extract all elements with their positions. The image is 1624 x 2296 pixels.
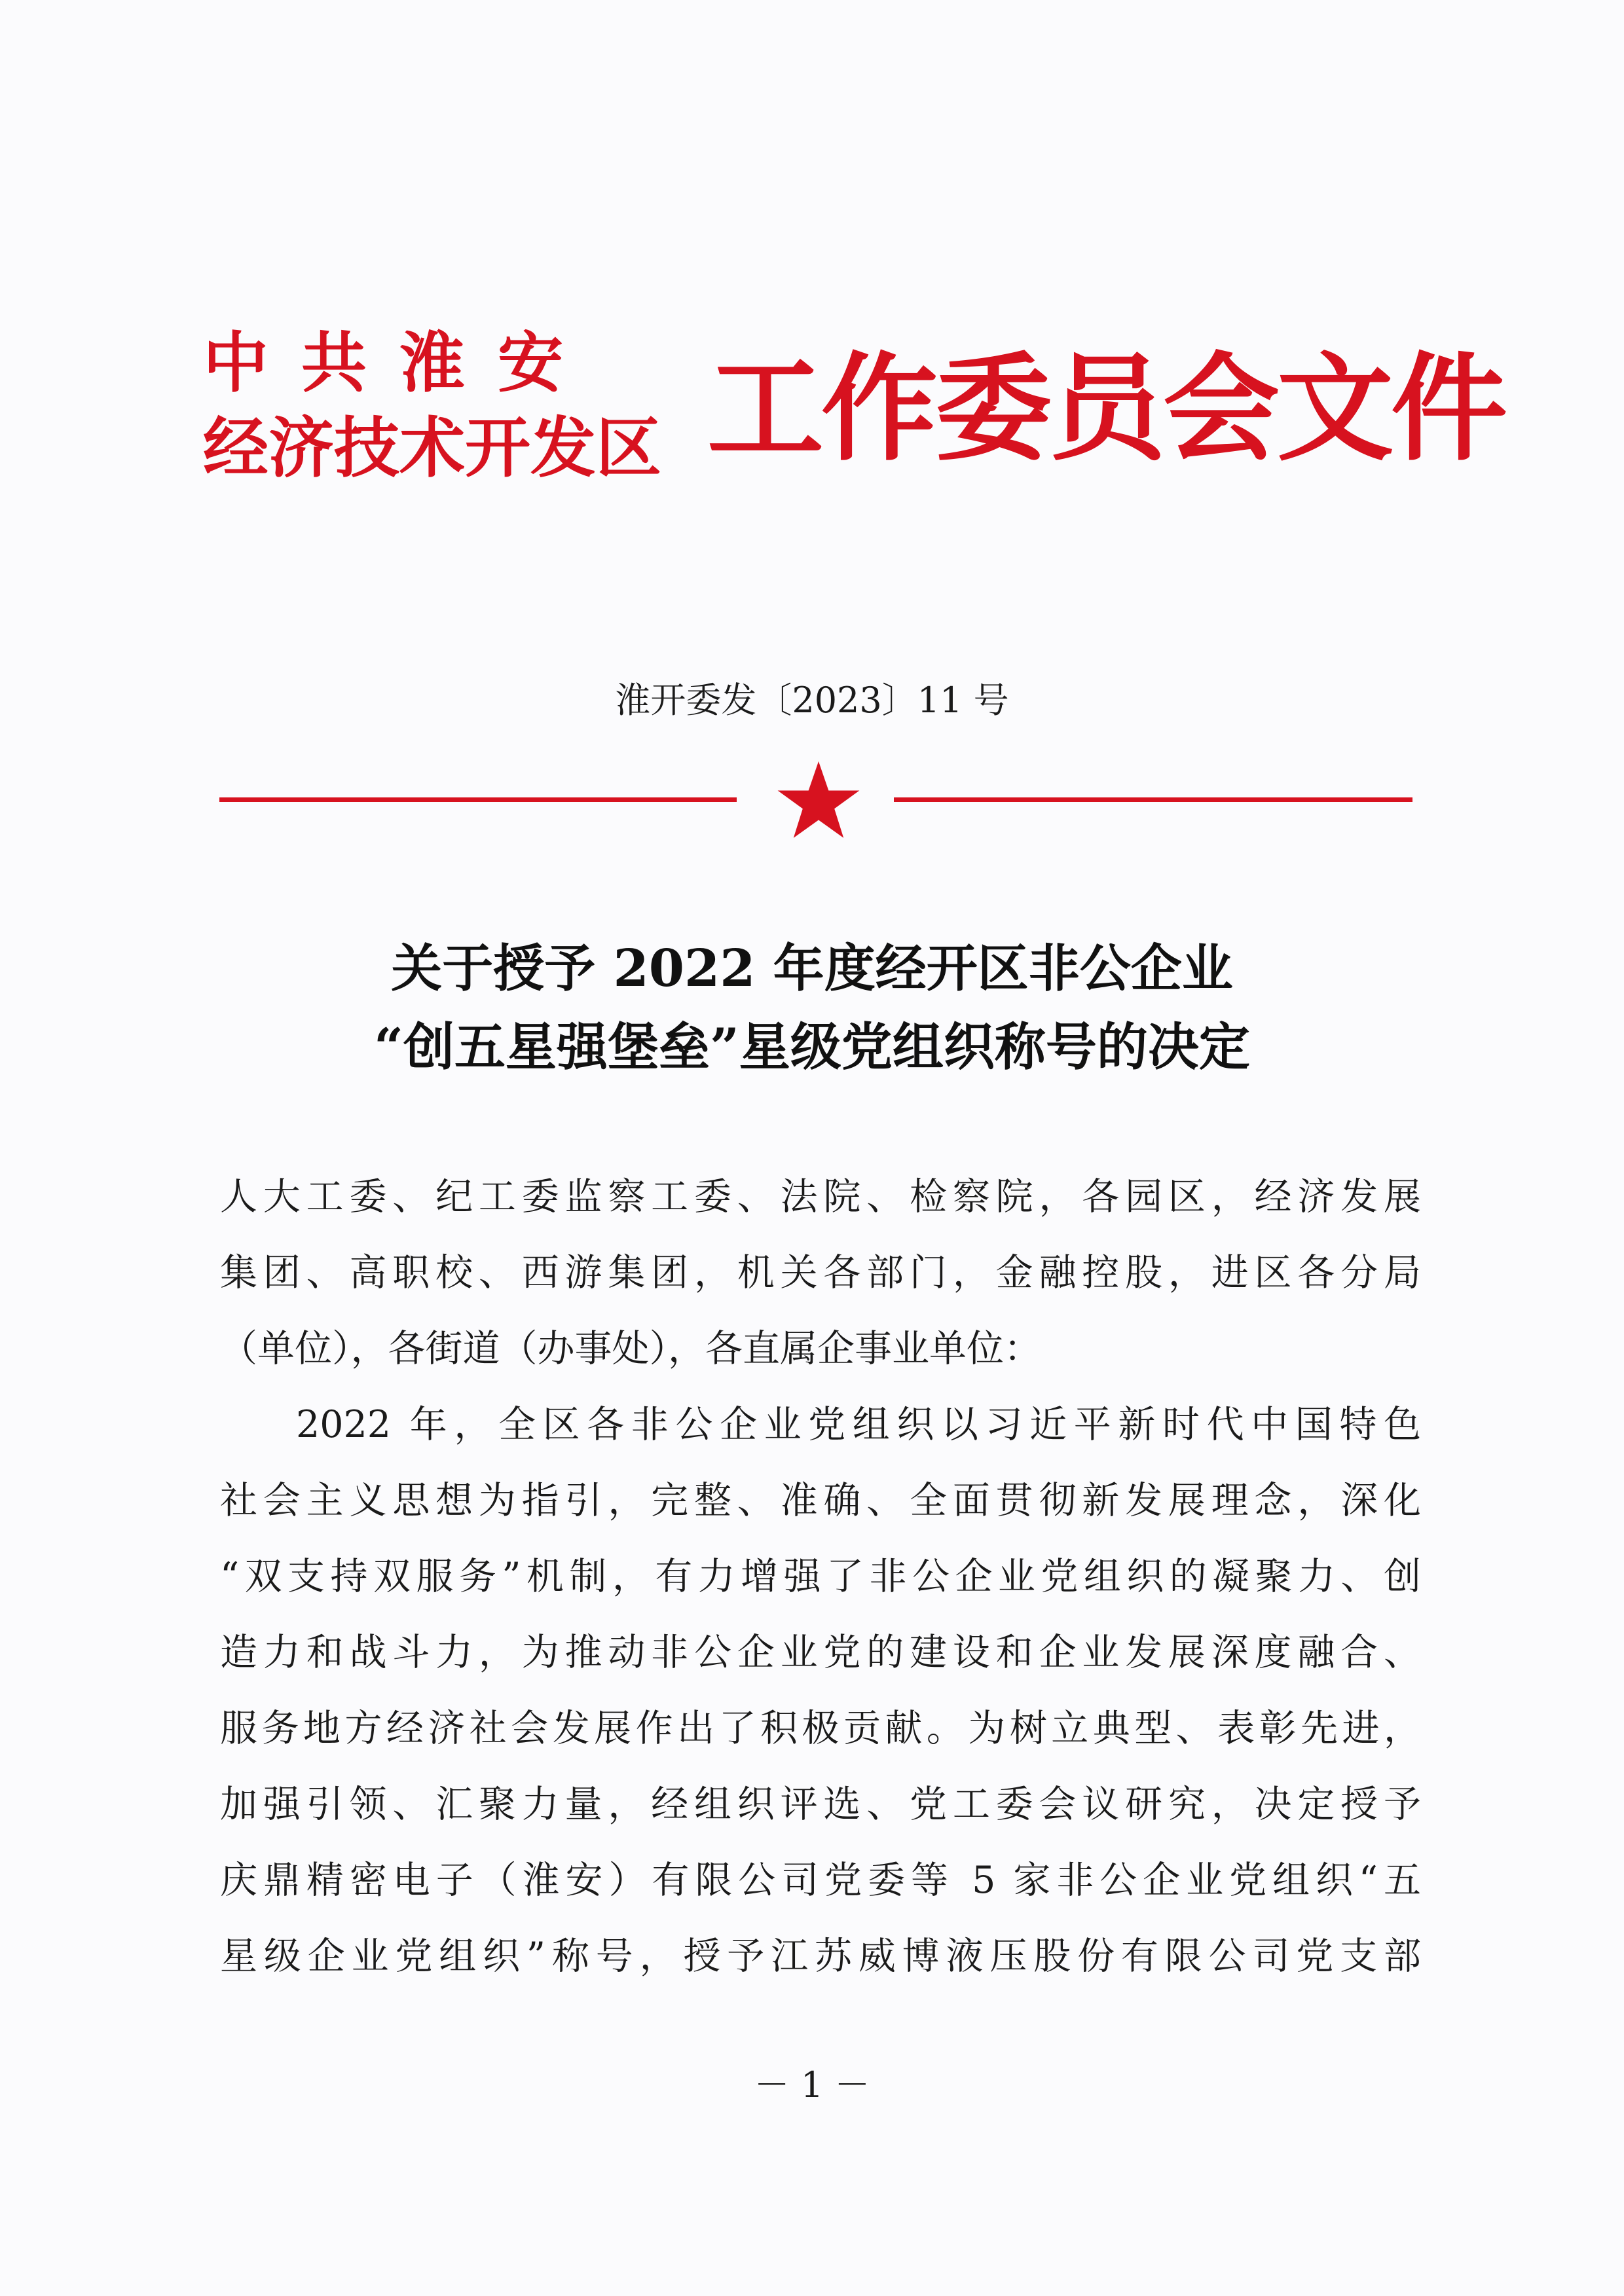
document-number: 淮开委发〔2023〕11 号 bbox=[615, 680, 1009, 721]
masthead-issuer-line1: 中共淮安 bbox=[203, 325, 596, 401]
paragraph-line: 星级企业党组织”称号，授予江苏威博液压股份有限公司党支部 bbox=[220, 1935, 1421, 1978]
page-number: － 1 － bbox=[754, 2064, 870, 2105]
paragraph-line: 造力和战斗力，为推动非公企业党的建设和企业发展深度融合、 bbox=[220, 1631, 1421, 1674]
star-icon bbox=[776, 759, 861, 841]
paragraph-line: 加强引领、汇聚力量，经组织评选、党工委会议研究，决定授予 bbox=[220, 1783, 1421, 1826]
masthead-title: 工作委员会文件 bbox=[707, 341, 1505, 477]
masthead-issuer-line2: 经济技术开发区 bbox=[203, 410, 661, 486]
paragraph-line: “双支持双服务”机制，有力增强了非公企业党组织的凝聚力、创 bbox=[220, 1555, 1421, 1598]
recipients-line: 人大工委、纪工委监察工委、法院、检察院，各园区，经济发展 bbox=[220, 1175, 1421, 1218]
masthead bbox=[203, 321, 1505, 511]
recipients-line: （单位），各街道（办事处），各直属企事业单位： bbox=[220, 1327, 1041, 1370]
divider-left bbox=[219, 797, 737, 802]
paragraph-line: 社会主义思想为指引，完整、准确、全面贯彻新发展理念，深化 bbox=[220, 1479, 1421, 1522]
document-title bbox=[0, 930, 1624, 1087]
masthead-issuer bbox=[203, 321, 701, 491]
title-line2: “创五星强堡垒”星级党组织称号的决定 bbox=[374, 1017, 1250, 1077]
recipients-line: 集团、高职校、西游集团，机关各部门，金融控股，进区各分局 bbox=[220, 1251, 1421, 1294]
paragraph-line: 2022 年，全区各非公企业党组织以习近平新时代中国特色 bbox=[296, 1403, 1421, 1446]
paragraph-line: 服务地方经济社会发展作出了积极贡献。为树立典型、表彰先进， bbox=[220, 1707, 1421, 1750]
paragraph-line: 庆鼎精密电子（淮安）有限公司党委等 5 家非公企业党组织“五 bbox=[220, 1859, 1421, 1902]
title-line1: 关于授予 2022 年度经开区非公企业 bbox=[391, 939, 1233, 998]
document-body bbox=[220, 1159, 1421, 1994]
divider-right bbox=[894, 797, 1412, 802]
